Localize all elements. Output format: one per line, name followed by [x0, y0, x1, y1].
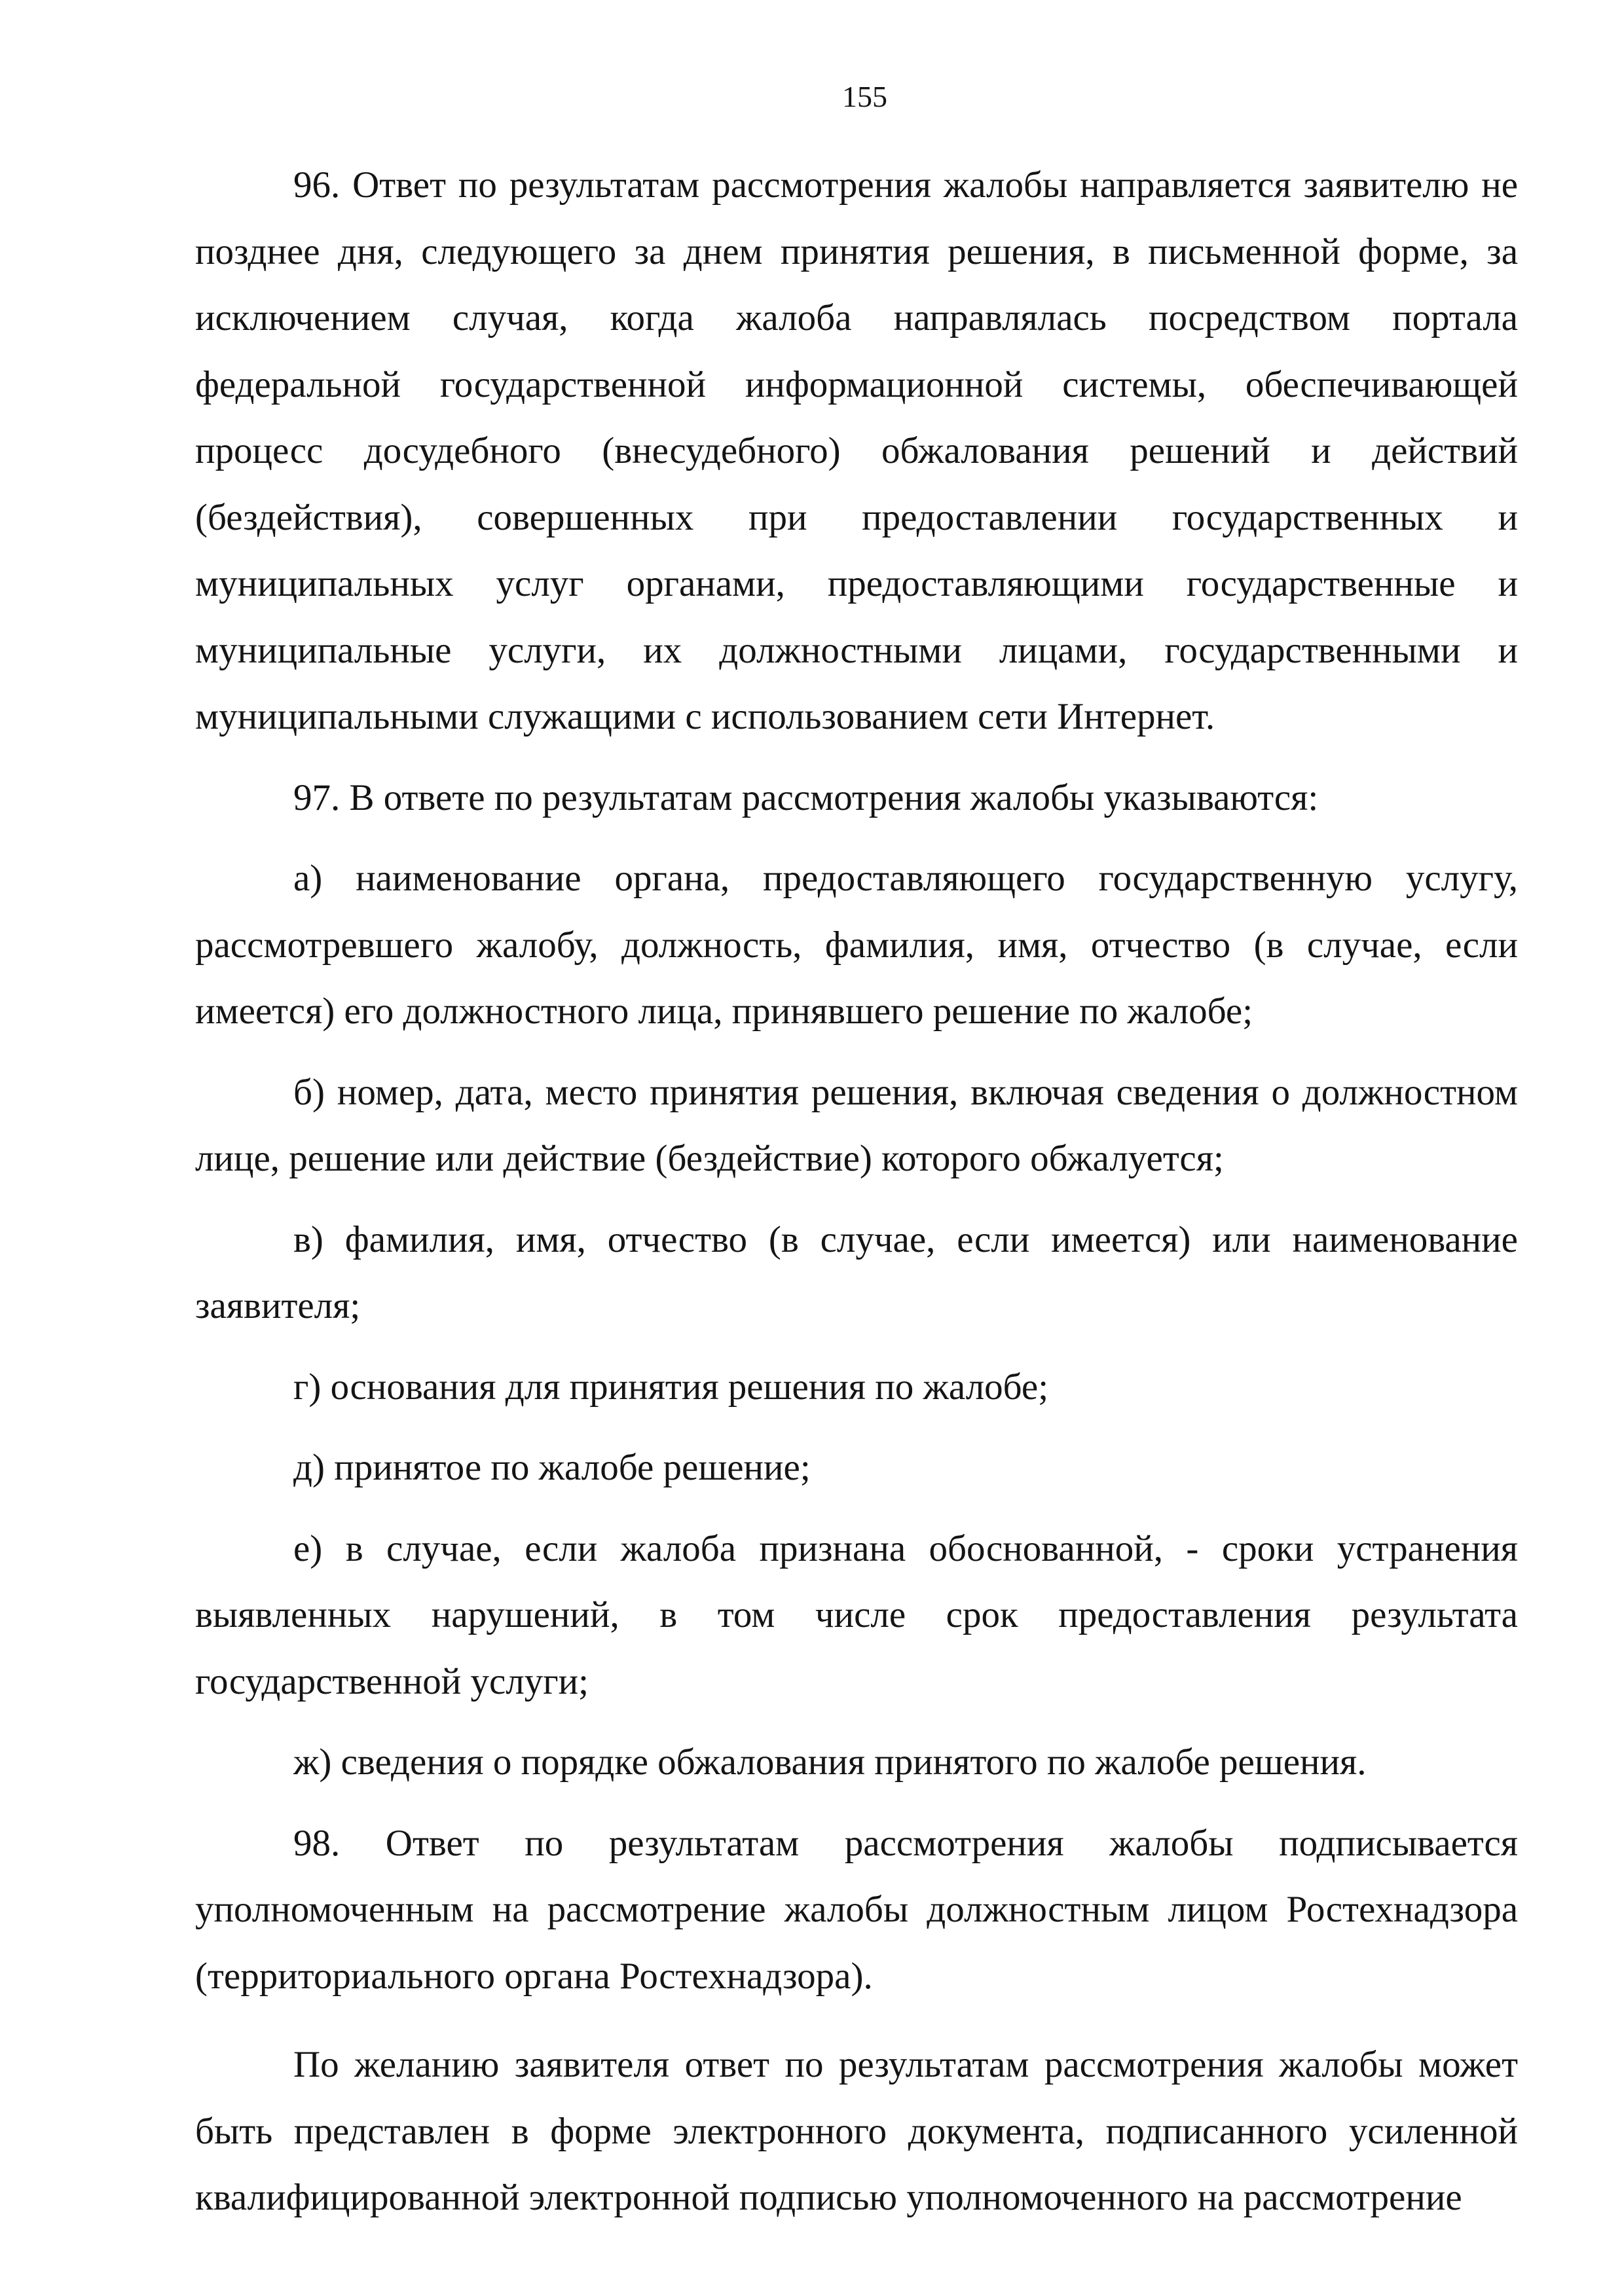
page-number: 155: [842, 80, 887, 113]
paragraph-electronic-answer: По желанию заявителя ответ по результатам рассмотрения жалобы может быть представлен в форме электронного документа, подписанного усиленной квалифицированной электронной подписью уполномоченного на рассмотрение: [195, 2044, 1518, 2218]
list-item-a: а) наименование органа, предоставляющего государственную услугу, рассмотревшего жалобу, должность, фамилия, имя, отчество (в случае, если имеется) его должностного лица, принявшего решение по жалобе;: [195, 858, 1518, 1032]
paragraph-96: 96. Ответ по результатам рассмотрения жалобы направляется заявителю не позднее дня, следующего за днем принятия решения, в письменной форме, за исключением случая, когда жалоба направлялась посредством портала федеральной государственной информационной системы, обеспечивающей процесс досудебного (внесудебного) обжалования решений и действий (бездействия), совершенных при предоставлении государственных и муниципальных услуг органами, предоставляющими государственные и муниципальные услуги, их должностными лицами, государственными и муниципальными служащими с использованием сети Интернет.: [195, 164, 1518, 737]
document-body: [195, 152, 1518, 2231]
paragraph-98: 98. Ответ по результатам рассмотрения жалобы подписывается уполномоченным на рассмотрение жалобы должностным лицом Ростехнадзора (территориального органа Ростехнадзора).: [195, 1822, 1518, 1997]
list-item-g: г) основания для принятия решения по жалобе;: [293, 1366, 1049, 1408]
list-item-d: д) принятое по жалобе решение;: [293, 1447, 811, 1488]
list-item-e: е) в случае, если жалоба признана обоснованной, - сроки устранения выявленных нарушений, в том числе срок предоставления результата государственной услуги;: [195, 1527, 1518, 1702]
list-item-v: в) фамилия, имя, отчество (в случае, если имеется) или наименование заявителя;: [195, 1218, 1518, 1326]
paragraph-97: 97. В ответе по результатам рассмотрения жалобы указываются:: [293, 776, 1319, 818]
list-item-b: б) номер, дата, место принятия решения, включая сведения о должностном лице, решение или действие (бездействие) которого обжалуется;: [195, 1071, 1518, 1179]
list-item-zh: ж) сведения о порядке обжалования принятого по жалобе решения.: [293, 1741, 1367, 1783]
